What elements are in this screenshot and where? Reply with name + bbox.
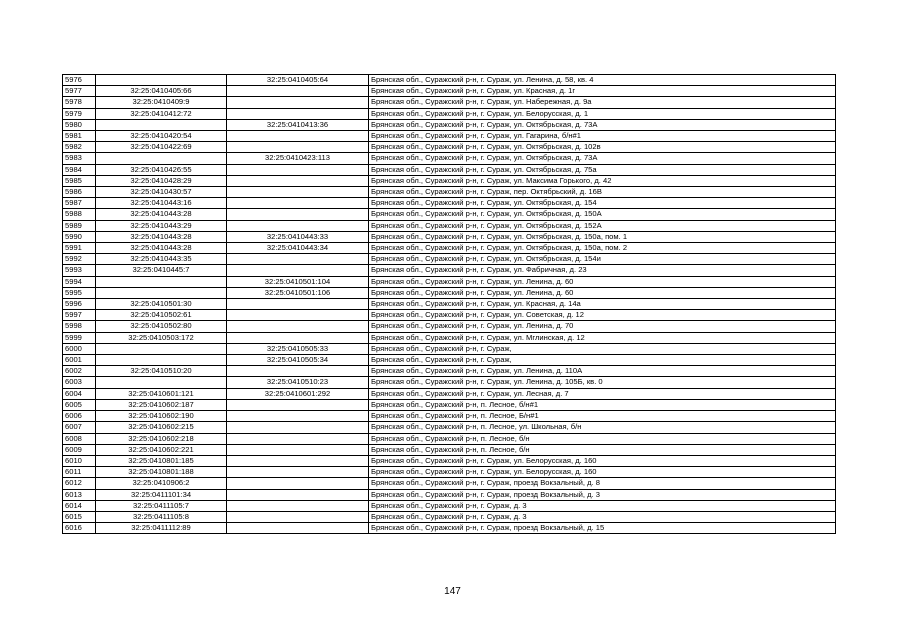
address-cell: Брянская обл., Суражский р-н, п. Лесное, ул. Школьная, б/н	[369, 422, 836, 433]
table-row	[63, 287, 836, 298]
object-number-cell: 32:25:0410413:36	[227, 119, 369, 130]
row-number-cell: 5981	[63, 131, 96, 142]
object-number-cell	[227, 164, 369, 175]
address-cell: Брянская обл., Суражский р-н, г. Сураж, ул. Белорусская, д. 1	[369, 108, 836, 119]
object-number-cell: 32:25:0410601:292	[227, 388, 369, 399]
parcel-number-cell: 32:25:0410801:185	[96, 455, 227, 466]
row-number-cell: 5990	[63, 231, 96, 242]
table-row	[63, 142, 836, 153]
object-number-cell	[227, 366, 369, 377]
object-number-cell	[227, 523, 369, 534]
address-cell: Брянская обл., Суражский р-н, г. Сураж, ул. Ленина, д. 105Б, кв. 0	[369, 377, 836, 388]
object-number-cell: 32:25:0410505:33	[227, 343, 369, 354]
row-number-cell: 6013	[63, 489, 96, 500]
row-number-cell: 6011	[63, 467, 96, 478]
object-number-cell	[227, 500, 369, 511]
table-row	[63, 209, 836, 220]
object-number-cell	[227, 198, 369, 209]
object-number-cell: 32:25:0410510:23	[227, 377, 369, 388]
parcel-number-cell: 32:25:0410602:218	[96, 433, 227, 444]
parcel-number-cell: 32:25:0410445:7	[96, 265, 227, 276]
address-cell: Брянская обл., Суражский р-н, п. Лесное, Б/н#1	[369, 411, 836, 422]
parcel-number-cell: 32:25:0410422:69	[96, 142, 227, 153]
object-number-cell: 32:25:0410501:104	[227, 276, 369, 287]
object-number-cell	[227, 467, 369, 478]
table-row	[63, 489, 836, 500]
address-cell: Брянская обл., Суражский р-н, г. Сураж, ул. Октябрьская, д. 154и	[369, 254, 836, 265]
row-number-cell: 5987	[63, 198, 96, 209]
object-number-cell: 32:25:0410443:33	[227, 231, 369, 242]
parcel-number-cell: 32:25:0411112:89	[96, 523, 227, 534]
registry-table	[62, 74, 836, 534]
address-cell: Брянская обл., Суражский р-н, г. Сураж, ул. Советская, д. 12	[369, 310, 836, 321]
object-number-cell	[227, 310, 369, 321]
table-row	[63, 164, 836, 175]
object-number-cell: 32:25:0410501:106	[227, 287, 369, 298]
row-number-cell: 6001	[63, 355, 96, 366]
row-number-cell: 5986	[63, 187, 96, 198]
parcel-number-cell: 32:25:0410602:190	[96, 411, 227, 422]
object-number-cell	[227, 455, 369, 466]
address-cell: Брянская обл., Суражский р-н, г. Сураж, ул. Ленина, д. 70	[369, 321, 836, 332]
parcel-number-cell: 32:25:0411105:7	[96, 500, 227, 511]
address-cell: Брянская обл., Суражский р-н, г. Сураж, ул. Лесная, д. 7	[369, 388, 836, 399]
row-number-cell: 5979	[63, 108, 96, 119]
row-number-cell: 6014	[63, 500, 96, 511]
object-number-cell	[227, 411, 369, 422]
table-row	[63, 321, 836, 332]
parcel-number-cell	[96, 355, 227, 366]
address-cell: Брянская обл., Суражский р-н, г. Сураж, ул. Октябрьская, д. 75а	[369, 164, 836, 175]
address-cell: Брянская обл., Суражский р-н, г. Сураж, ул. Гагарина, б/н#1	[369, 131, 836, 142]
row-number-cell: 6006	[63, 411, 96, 422]
parcel-number-cell	[96, 343, 227, 354]
table-row	[63, 523, 836, 534]
registry-table-body	[63, 75, 836, 534]
row-number-cell: 5985	[63, 175, 96, 186]
object-number-cell: 32:25:0410423:113	[227, 153, 369, 164]
address-cell: Брянская обл., Суражский р-н, г. Сураж, ул. Октябрьская, д. 73А	[369, 153, 836, 164]
table-row	[63, 97, 836, 108]
parcel-number-cell	[96, 276, 227, 287]
parcel-number-cell	[96, 377, 227, 388]
table-row	[63, 220, 836, 231]
object-number-cell	[227, 209, 369, 220]
table-row	[63, 198, 836, 209]
object-number-cell	[227, 265, 369, 276]
row-number-cell: 5980	[63, 119, 96, 130]
table-row	[63, 75, 836, 86]
parcel-number-cell: 32:25:0410430:57	[96, 187, 227, 198]
address-cell: Брянская обл., Суражский р-н, г. Сураж,	[369, 343, 836, 354]
parcel-number-cell: 32:25:0410602:187	[96, 399, 227, 410]
object-number-cell: 32:25:0410443:34	[227, 243, 369, 254]
address-cell: Брянская обл., Суражский р-н, г. Сураж, д. 3	[369, 500, 836, 511]
table-row	[63, 511, 836, 522]
address-cell: Брянская обл., Суражский р-н, п. Лесное, б/н	[369, 433, 836, 444]
address-cell: Брянская обл., Суражский р-н, г. Сураж, проезд Вокзальный, д. 8	[369, 478, 836, 489]
table-row	[63, 399, 836, 410]
address-cell: Брянская обл., Суражский р-н, г. Сураж, ул. Фабричная, д. 23	[369, 265, 836, 276]
table-row	[63, 254, 836, 265]
address-cell: Брянская обл., Суражский р-н, г. Сураж, ул. Ленина, д. 110А	[369, 366, 836, 377]
parcel-number-cell: 32:25:0410502:61	[96, 310, 227, 321]
address-cell: Брянская обл., Суражский р-н, г. Сураж, ул. Набережная, д. 9а	[369, 97, 836, 108]
row-number-cell: 5978	[63, 97, 96, 108]
address-cell: Брянская обл., Суражский р-н, г. Сураж, ул. Ленина, д. 60	[369, 276, 836, 287]
row-number-cell: 5977	[63, 86, 96, 97]
object-number-cell	[227, 444, 369, 455]
table-row	[63, 411, 836, 422]
address-cell: Брянская обл., Суражский р-н, г. Сураж, ул. Октябрьская, д. 154	[369, 198, 836, 209]
address-cell: Брянская обл., Суражский р-н, г. Сураж, ул. Ленина, д. 60	[369, 287, 836, 298]
table-row	[63, 332, 836, 343]
table-row	[63, 119, 836, 130]
parcel-number-cell	[96, 75, 227, 86]
object-number-cell	[227, 254, 369, 265]
row-number-cell: 5995	[63, 287, 96, 298]
row-number-cell: 5997	[63, 310, 96, 321]
object-number-cell	[227, 175, 369, 186]
table-row	[63, 500, 836, 511]
table-row	[63, 433, 836, 444]
object-number-cell	[227, 131, 369, 142]
parcel-number-cell: 32:25:0410501:30	[96, 299, 227, 310]
table-row	[63, 388, 836, 399]
table-row	[63, 153, 836, 164]
row-number-cell: 5996	[63, 299, 96, 310]
address-cell: Брянская обл., Суражский р-н, г. Сураж, ул. Октябрьская, д. 152А	[369, 220, 836, 231]
table-row	[63, 455, 836, 466]
parcel-number-cell: 32:25:0410503:172	[96, 332, 227, 343]
object-number-cell	[227, 321, 369, 332]
parcel-number-cell	[96, 287, 227, 298]
parcel-number-cell: 32:25:0410443:29	[96, 220, 227, 231]
table-row	[63, 422, 836, 433]
row-number-cell: 6008	[63, 433, 96, 444]
parcel-number-cell: 32:25:0411105:8	[96, 511, 227, 522]
row-number-cell: 6004	[63, 388, 96, 399]
object-number-cell	[227, 332, 369, 343]
row-number-cell: 5993	[63, 265, 96, 276]
row-number-cell: 6015	[63, 511, 96, 522]
row-number-cell: 6009	[63, 444, 96, 455]
parcel-number-cell: 32:25:0410602:221	[96, 444, 227, 455]
row-number-cell: 5982	[63, 142, 96, 153]
row-number-cell: 5989	[63, 220, 96, 231]
row-number-cell: 6002	[63, 366, 96, 377]
object-number-cell	[227, 108, 369, 119]
object-number-cell	[227, 142, 369, 153]
address-cell: Брянская обл., Суражский р-н, г. Сураж, пер. Октябрьский, д. 16В	[369, 187, 836, 198]
table-row	[63, 243, 836, 254]
address-cell: Брянская обл., Суражский р-н, г. Сураж, ул. Белорусская, д. 160	[369, 455, 836, 466]
parcel-number-cell: 32:25:0410602:215	[96, 422, 227, 433]
parcel-number-cell: 32:25:0410906:2	[96, 478, 227, 489]
row-number-cell: 6007	[63, 422, 96, 433]
parcel-number-cell: 32:25:0410443:28	[96, 209, 227, 220]
parcel-number-cell	[96, 119, 227, 130]
object-number-cell	[227, 220, 369, 231]
page-number: 147	[444, 586, 461, 597]
object-number-cell: 32:25:0410505:34	[227, 355, 369, 366]
parcel-number-cell: 32:25:0410409:9	[96, 97, 227, 108]
row-number-cell: 5984	[63, 164, 96, 175]
table-row	[63, 276, 836, 287]
row-number-cell: 5976	[63, 75, 96, 86]
parcel-number-cell: 32:25:0410426:55	[96, 164, 227, 175]
address-cell: Брянская обл., Суражский р-н, г. Сураж, ул. Мглинская, д. 12	[369, 332, 836, 343]
table-row	[63, 265, 836, 276]
parcel-number-cell: 32:25:0410443:16	[96, 198, 227, 209]
table-row	[63, 444, 836, 455]
parcel-number-cell: 32:25:0410420:54	[96, 131, 227, 142]
address-cell: Брянская обл., Суражский р-н, г. Сураж, ул. Октябрьская, д. 150а, пом. 1	[369, 231, 836, 242]
parcel-number-cell: 32:25:0410601:121	[96, 388, 227, 399]
table-row	[63, 231, 836, 242]
parcel-number-cell: 32:25:0410405:66	[96, 86, 227, 97]
address-cell: Брянская обл., Суражский р-н, г. Сураж, ул. Ленина, д. 58, кв. 4	[369, 75, 836, 86]
address-cell: Брянская обл., Суражский р-н, г. Сураж, ул. Красная, д. 1г	[369, 86, 836, 97]
table-row	[63, 175, 836, 186]
table-row	[63, 299, 836, 310]
address-cell: Брянская обл., Суражский р-н, г. Сураж, проезд Вокзальный, д. 15	[369, 523, 836, 534]
address-cell: Брянская обл., Суражский р-н, г. Сураж, ул. Октябрьская, д. 150а, пом. 2	[369, 243, 836, 254]
object-number-cell	[227, 97, 369, 108]
object-number-cell	[227, 187, 369, 198]
table-row	[63, 343, 836, 354]
address-cell: Брянская обл., Суражский р-н, п. Лесное, б/н#1	[369, 399, 836, 410]
object-number-cell	[227, 86, 369, 97]
object-number-cell	[227, 299, 369, 310]
table-row	[63, 467, 836, 478]
address-cell: Брянская обл., Суражский р-н, г. Сураж, ул. Максима Горького, д. 42	[369, 175, 836, 186]
row-number-cell: 6010	[63, 455, 96, 466]
table-row	[63, 108, 836, 119]
address-cell: Брянская обл., Суражский р-н, г. Сураж, ул. Октябрьская, д. 73А	[369, 119, 836, 130]
row-number-cell: 5998	[63, 321, 96, 332]
table-row	[63, 377, 836, 388]
address-cell: Брянская обл., Суражский р-н, г. Сураж, д. 3	[369, 511, 836, 522]
row-number-cell: 5992	[63, 254, 96, 265]
object-number-cell: 32:25:0410405:64	[227, 75, 369, 86]
address-cell: Брянская обл., Суражский р-н, г. Сураж, ул. Октябрьская, д. 102в	[369, 142, 836, 153]
parcel-number-cell: 32:25:0410412:72	[96, 108, 227, 119]
row-number-cell: 5988	[63, 209, 96, 220]
object-number-cell	[227, 511, 369, 522]
address-cell: Брянская обл., Суражский р-н, г. Сураж, ул. Октябрьская, д. 150А	[369, 209, 836, 220]
table-row	[63, 366, 836, 377]
table-row	[63, 187, 836, 198]
parcel-number-cell: 32:25:0410428:29	[96, 175, 227, 186]
row-number-cell: 5991	[63, 243, 96, 254]
address-cell: Брянская обл., Суражский р-н, г. Сураж,	[369, 355, 836, 366]
address-cell: Брянская обл., Суражский р-н, г. Сураж, ул. Белорусская, д. 160	[369, 467, 836, 478]
row-number-cell: 6016	[63, 523, 96, 534]
table-row	[63, 131, 836, 142]
parcel-number-cell: 32:25:0410443:35	[96, 254, 227, 265]
object-number-cell	[227, 433, 369, 444]
parcel-number-cell: 32:25:0410801:188	[96, 467, 227, 478]
row-number-cell: 5983	[63, 153, 96, 164]
object-number-cell	[227, 478, 369, 489]
row-number-cell: 6005	[63, 399, 96, 410]
row-number-cell: 6003	[63, 377, 96, 388]
parcel-number-cell: 32:25:0410443:28	[96, 243, 227, 254]
parcel-number-cell	[96, 153, 227, 164]
row-number-cell: 5994	[63, 276, 96, 287]
parcel-number-cell: 32:25:0410510:20	[96, 366, 227, 377]
address-cell: Брянская обл., Суражский р-н, п. Лесное, б/н	[369, 444, 836, 455]
table-row	[63, 86, 836, 97]
table-row	[63, 355, 836, 366]
parcel-number-cell: 32:25:0410502:80	[96, 321, 227, 332]
parcel-number-cell: 32:25:0410443:28	[96, 231, 227, 242]
table-row	[63, 310, 836, 321]
object-number-cell	[227, 399, 369, 410]
row-number-cell: 6012	[63, 478, 96, 489]
row-number-cell: 5999	[63, 332, 96, 343]
parcel-number-cell: 32:25:0411101:34	[96, 489, 227, 500]
row-number-cell: 6000	[63, 343, 96, 354]
address-cell: Брянская обл., Суражский р-н, г. Сураж, проезд Вокзальный, д. 3	[369, 489, 836, 500]
table-row	[63, 478, 836, 489]
address-cell: Брянская обл., Суражский р-н, г. Сураж, ул. Красная, д. 14а	[369, 299, 836, 310]
object-number-cell	[227, 422, 369, 433]
object-number-cell	[227, 489, 369, 500]
